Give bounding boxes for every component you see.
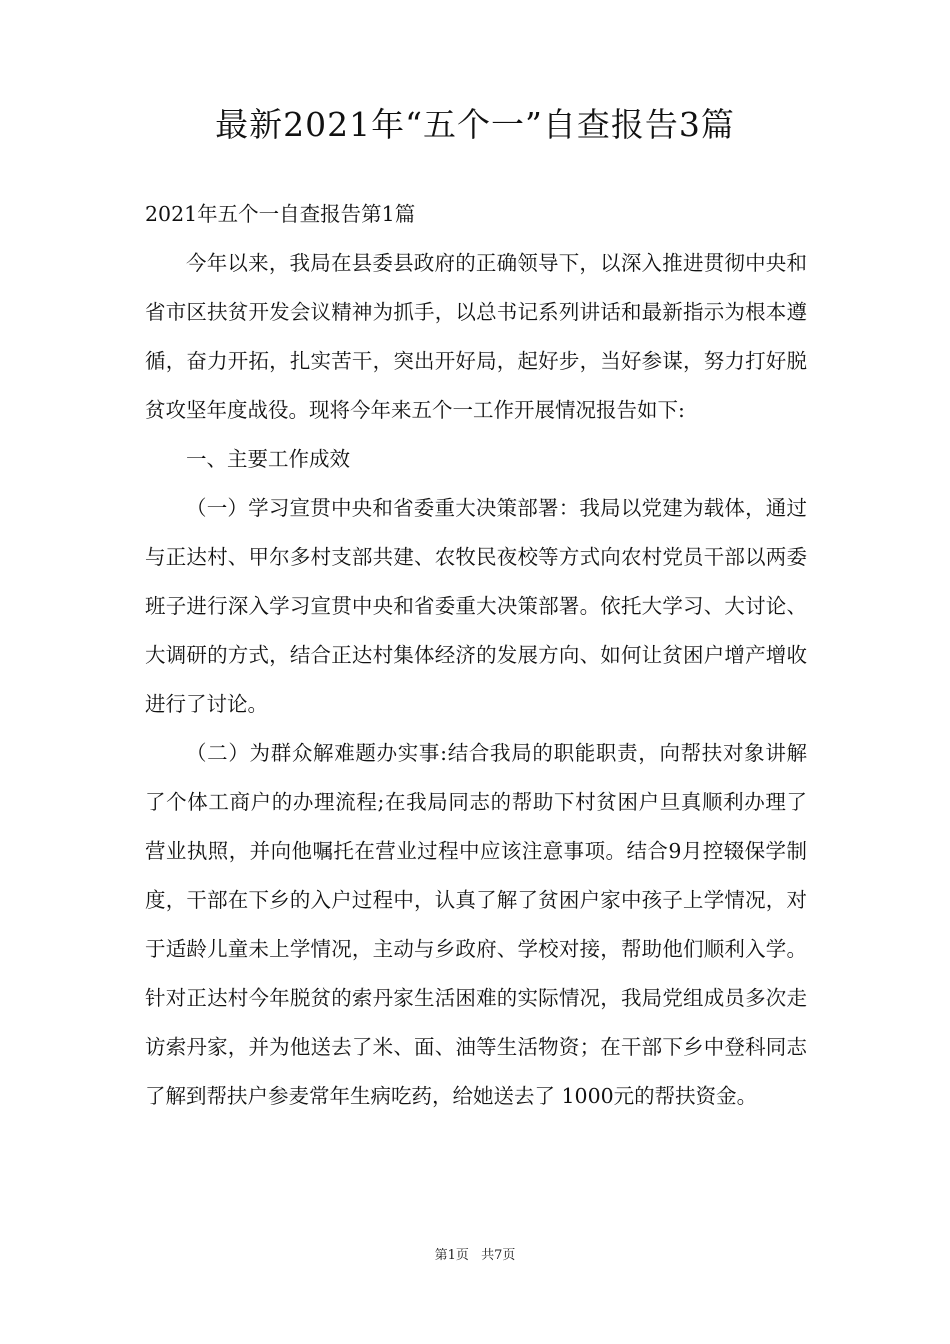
document-body [145, 190, 807, 1121]
document-title: 最新2021年“五个一”自查报告3篇 [215, 105, 735, 144]
paragraph-section-1: （一）学习宣贯中央和省委重大决策部署：我局以党建为载体，通过与正达村、甲尔多村支部共建、农牧民夜校等方式向农村党员干部以两委班子进行深入学习宣贯中央和省委重大决策部署。依托大学习、大讨论、大调研的方式，结合正达村集体经济的发展方向、如何让贫困户增产增收进行了讨论。 [145, 496, 807, 716]
page-total: 共7页 [481, 1248, 516, 1263]
paragraph-section-2: （二）为群众解难题办实事:结合我局的职能职责，向帮扶对象讲解了个体工商户的办理流程;在我局同志的帮助下村贫困户旦真顺利办理了营业执照，并向他嘱托在营业过程中应该注意事项。结合9月控辍保学制度，干部在下乡的入户过程中，认真了解了贫困户家中孩子上学情况，对于适龄儿童未上学情况，主动与乡政府、学校对接，帮助他们顺利入学。针对正达村今年脱贫的索丹家生活困难的实际情况，我局党组成员多次走访索丹家，并为他送去了米、面、油等生活物资；在干部下乡中登科同志了解到帮扶户参麦常年生病吃药，给她送去了 1000元的帮扶资金。 [145, 741, 807, 1108]
page-footer [0, 1246, 950, 1266]
paragraph-intro: 今年以来，我局在县委县政府的正确领导下，以深入推进贯彻中央和省市区扶贫开发会议精神为抓手，以总书记系列讲话和最新指示为根本遵循，奋力开拓，扎实苦干，突出开好局，起好步，当好参谋，努力打好脱贫攻坚年度战役。现将今年来五个一工作开展情况报告如下: [145, 251, 807, 422]
page-number: 第1页 [434, 1248, 469, 1263]
document-subtitle: 2021年五个一自查报告第1篇 [145, 202, 416, 226]
section-heading: 一、主要工作成效 [186, 447, 350, 471]
